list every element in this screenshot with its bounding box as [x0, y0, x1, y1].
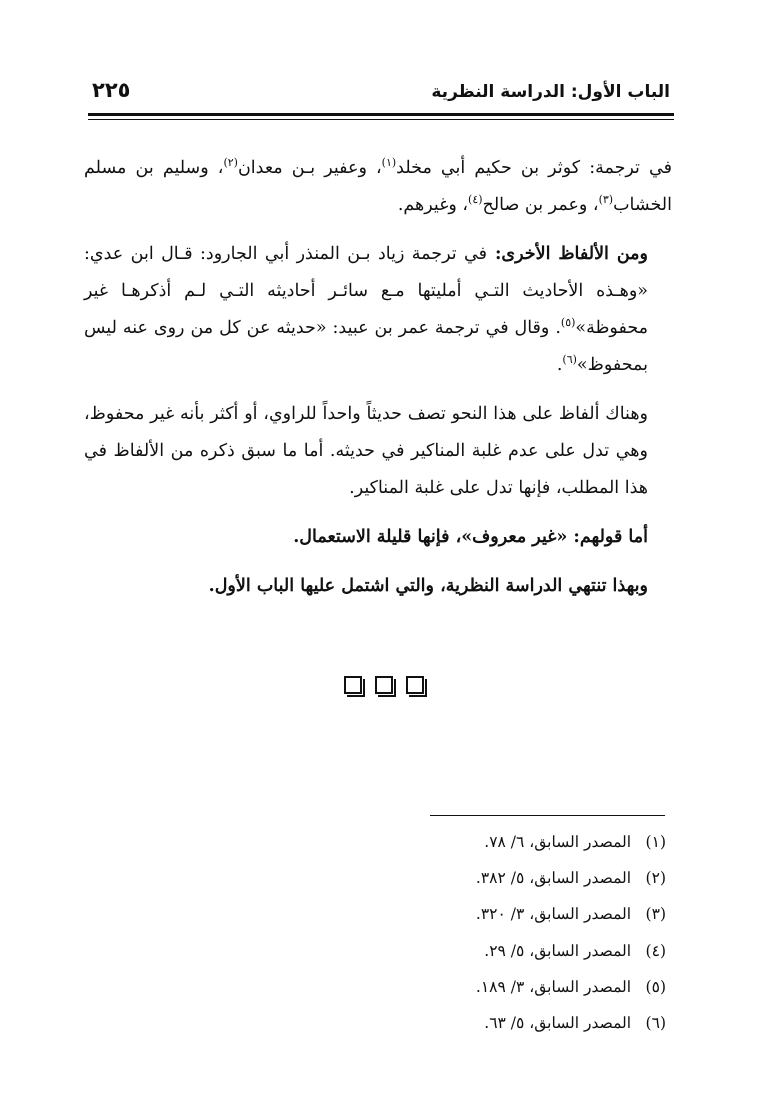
paragraph-summary: [84, 396, 672, 507]
paragraph-text-run: ، وعفير بـن معدان: [237, 158, 382, 178]
paragraph-text-run: .: [556, 355, 563, 375]
section-end-ornament: [344, 676, 424, 698]
running-title: الباب الأول: الدراسة النظرية: [431, 82, 670, 102]
footnote-text: المصدر السابق، ٣/ ١٨٩.: [475, 977, 632, 996]
footnote-text: المصدر السابق، ٥/ ٦٣.: [484, 1014, 632, 1033]
footnote-number: (٦): [645, 1014, 666, 1033]
page-number: ٢٢٥: [92, 78, 131, 102]
paragraph-text-run: في ترجمة: كوثر بن حكيم أبي مخلد: [396, 158, 672, 178]
paragraph-text-run: ، وغيرهم.: [397, 195, 469, 215]
footnote-item: [366, 1005, 666, 1041]
footnote-number: (١): [645, 833, 666, 851]
paragraph-other-terms: [84, 236, 672, 384]
ornament-square-icon: [344, 676, 362, 694]
bold-line-conclusion: وبهذا تنتهي الدراسة النظرية، والتي اشتمل عليها الباب الأول.: [208, 576, 648, 596]
header-rule-thin: [88, 119, 674, 120]
footnotes-list: [366, 824, 666, 1041]
paragraph-text-run: . وقال في ترجمة عمر بن عبيد: «حديثه عن كل من روى عنه ليس بمحفوظ»: [84, 318, 648, 375]
paragraph-text-run: في ترجمة زياد بـن المنذر أبي الجارود: قـال ابن عدي: «وهـذه الأحاديث التـي أمليتها مـع سائـر أحاديثه التـي لـم أذكرهـا غير محفوظة»: [84, 244, 648, 338]
footnote-marker: (٥): [560, 316, 576, 330]
header-rule-thick: [88, 113, 674, 116]
footnote-number: (٤): [645, 941, 666, 960]
footnote-separator: [430, 815, 665, 816]
footnote-marker: (٤): [468, 193, 483, 207]
footnote-number: (٢): [645, 869, 666, 888]
ornament-square-icon: [406, 676, 424, 694]
footnote-text: المصدر السابق، ٥/ ٣٨٢.: [475, 869, 632, 888]
paragraph-lead-in: ومن الألفاظ الأخرى:: [487, 244, 648, 264]
footnote-marker: (٢): [223, 156, 238, 170]
footnote-marker: (٣): [598, 193, 614, 207]
footnote-text: المصدر السابق، ٥/ ٢٩.: [484, 941, 632, 960]
footnote-marker: (٦): [562, 353, 577, 367]
footnote-item: [366, 860, 666, 896]
bold-line-unknown: أما قولهم: «غير معروف»، فإنها قليلة الاستعمال.: [293, 527, 648, 547]
ornament-square-icon: [375, 676, 393, 694]
footnote-marker: (١): [381, 156, 397, 170]
paragraph-text-run: ، وعمر بن صالح: [482, 195, 599, 215]
footnote-number: (٥): [645, 977, 666, 996]
paragraph-text-run: وهناك ألفاظ على هذا النحو تصف حديثاً واحداً للراوي، أو أكثر بأنه غير محفوظ، وهي تدل على عدم غلبة المناكير في حديثه. أما ما سبق ذكره من الألفاظ في هذا المطلب، فإنها تدل على غلبة المناكير.: [84, 404, 648, 498]
footnote-number: (٣): [645, 905, 666, 924]
footnote-item: [366, 933, 666, 969]
footnote-text: المصدر السابق، ٦/ ٧٨.: [484, 833, 632, 851]
footnote-item: [366, 969, 666, 1005]
footnote-text: المصدر السابق، ٣/ ٣٢٠.: [475, 905, 632, 924]
body-text: [84, 150, 672, 617]
paragraph-translations: [84, 150, 672, 224]
paragraph-text-run: ، وسليم بن مسلم الخشاب: [84, 158, 672, 215]
footnote-item: [366, 896, 666, 932]
footnote-item: [366, 824, 666, 860]
